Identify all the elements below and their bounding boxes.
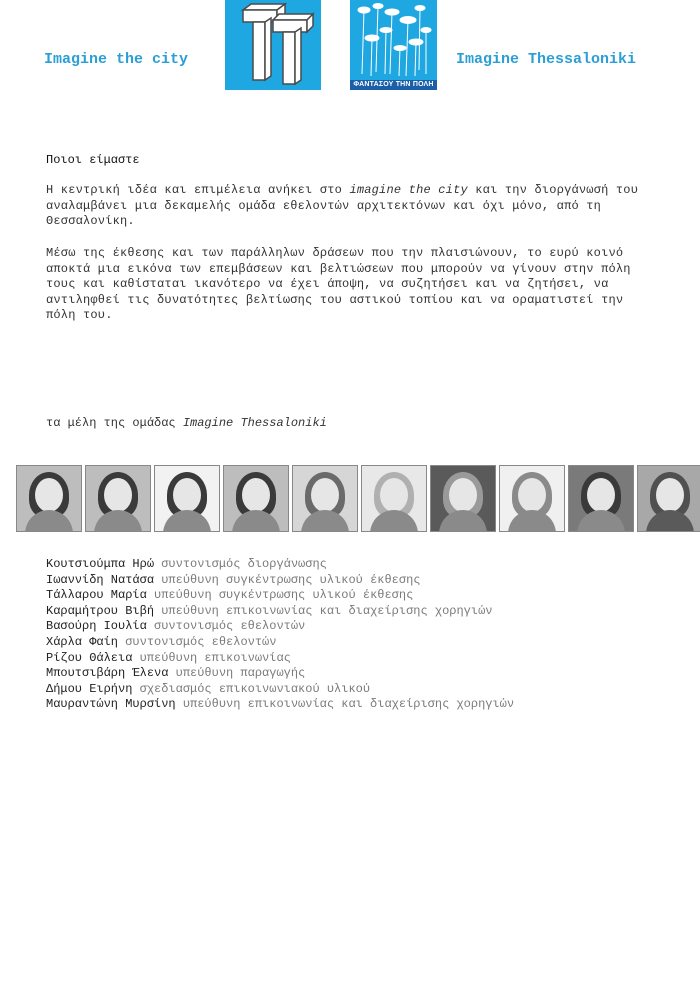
member-row <box>46 651 514 667</box>
member-photo <box>499 465 565 532</box>
member-photo <box>361 465 427 532</box>
members-title <box>46 416 327 430</box>
member-name: Δήμου Ειρήνη <box>46 681 133 696</box>
member-role: σχεδιασμός επικοινωνιακού υλικού <box>139 681 371 696</box>
member-photo <box>292 465 358 532</box>
member-role: υπεύθυνη επικοινωνίας και διαχείρισης χορηγιών <box>182 697 515 712</box>
header-right-title: Imagine Thessaloniki <box>456 51 637 68</box>
member-photo <box>154 465 220 532</box>
header-left-title: Imagine the city <box>44 51 189 68</box>
member-photos-strip <box>16 465 700 532</box>
member-row <box>46 697 514 713</box>
member-row <box>46 619 514 635</box>
member-photo <box>223 465 289 532</box>
members-title-text: τα μέλη της ομάδας <box>46 416 183 430</box>
member-row <box>46 573 514 589</box>
member-row <box>46 604 514 620</box>
member-role: υπεύθυνη επικοινωνίας <box>139 650 291 665</box>
members-title-emphasis: Imagine Thessaloniki <box>182 416 327 430</box>
cube-letters-logo-icon <box>225 0 321 90</box>
member-name: Βασούρη Ιουλία <box>46 619 147 634</box>
member-name: Καραμήτρου Βιβή <box>46 603 155 618</box>
member-photo <box>16 465 82 532</box>
member-role: υπεύθυνη επικοινωνίας και διαχείρισης χορηγιών <box>161 603 493 618</box>
member-role: υπεύθυνη συγκέντρωσης υλικού έκθεσης <box>161 572 421 587</box>
umbrellas-icon <box>350 0 437 80</box>
member-row <box>46 682 514 698</box>
member-row <box>46 588 514 604</box>
member-name: Τάλλαρου Μαρία <box>46 588 147 603</box>
p1-emphasis: imagine the city <box>349 183 468 197</box>
fantasou-tin-poli-logo <box>350 0 437 90</box>
member-name: Ρίζου Θάλεια <box>46 650 133 665</box>
member-role: συντονισμός εθελοντών <box>154 619 306 634</box>
member-role: υπεύθυνη παραγωγής <box>175 666 306 681</box>
members-list <box>46 557 514 713</box>
member-name: Χάρλα Φαίη <box>46 634 119 649</box>
about-paragraph-2: Μέσω της έκθεσης και των παράλληλων δράσεων που την πλαισιώνουν, το ευρύ κοινό αποκτά μια εικόνα των επεμβάσεων και βελτιώσεων που μπορούν να γίνουν στην πόλη τους και καθίσταται ικανότερο να έχει άποψη, να συζητήσει και να ζητήσει, να αντιληφθεί τις δυνατότητες βελτίωσης του αστικού τοπίου και να οραματιστεί την πόλη του. <box>46 246 631 323</box>
imagine-the-city-logo <box>225 0 321 90</box>
p1-text-start: Η κεντρική ιδέα και επιμέλεια ανήκει στο <box>46 183 350 197</box>
member-role: υπεύθυνη συγκέντρωσης υλικού έκθεσης <box>154 588 414 603</box>
about-heading: Ποιοι είμαστε <box>46 153 140 167</box>
about-paragraph-1 <box>46 183 656 230</box>
member-name: Μπουτσιβάρη Έλενα <box>46 666 169 681</box>
member-name: Ιωαννίδη Νατάσα <box>46 572 155 587</box>
member-role: συντονισμός διοργάνωσης <box>161 557 327 571</box>
member-photo <box>430 465 496 532</box>
p1-text-end: και την διοργάνωσή του αναλαμβάνει μια δεκαμελής ομάδα εθελοντών αρχιτεκτόνων και όχι μόνο, από τη Θεσσαλονίκη. <box>46 183 639 229</box>
member-role: συντονισμός εθελοντών <box>125 634 277 649</box>
member-row <box>46 666 514 682</box>
member-photo <box>568 465 634 532</box>
member-name: Κουτσιούμπα Ηρώ <box>46 557 155 571</box>
logo-caption: ΦΑΝΤΑΣΟΥ ΤΗΝ ΠΟΛΗ <box>350 80 437 90</box>
member-photo <box>637 465 700 532</box>
member-name: Μαυραντώνη Μυρσίνη <box>46 697 176 712</box>
member-row <box>46 635 514 651</box>
member-photo <box>85 465 151 532</box>
member-row <box>46 557 514 573</box>
